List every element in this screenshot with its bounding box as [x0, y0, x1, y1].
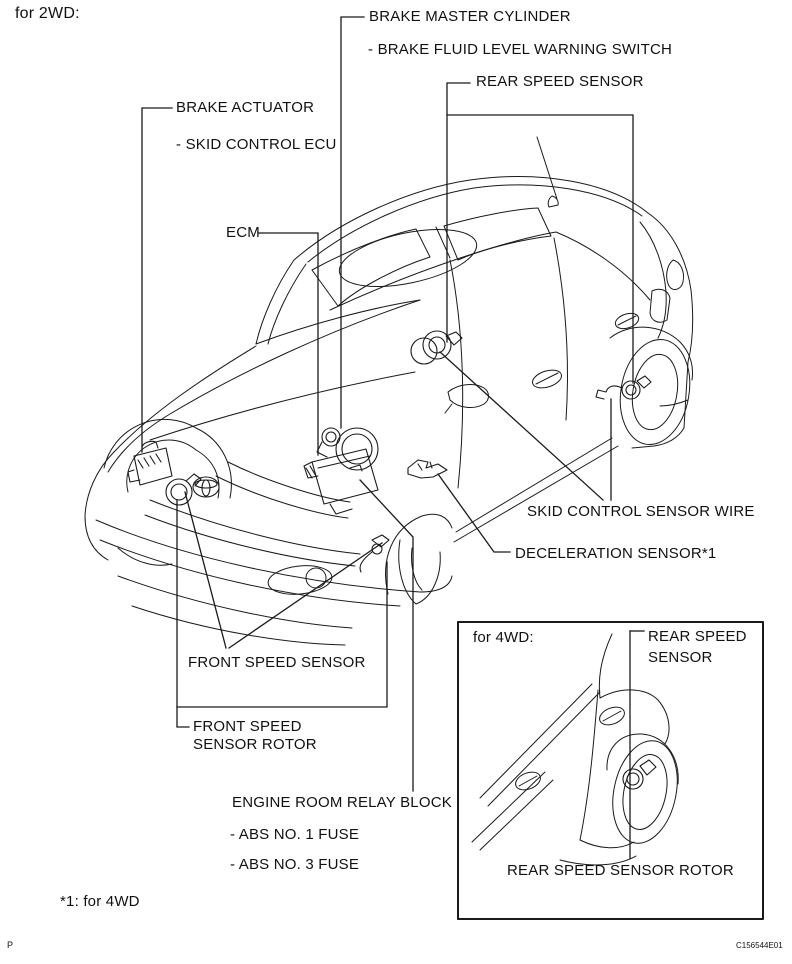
- inset-rear-speed-sensor-part: [623, 760, 656, 789]
- front-right-speed-sensor-part: [360, 535, 389, 572]
- brake-master-cylinder-part: [317, 428, 378, 470]
- skid-control-ecu-part: [304, 449, 378, 514]
- figure-code: C156544E01: [736, 941, 783, 950]
- inset-variant-label-4wd: for 4WD:: [473, 629, 534, 646]
- label-abs-no1-fuse: - ABS NO. 1 FUSE: [230, 826, 360, 843]
- label-ecm: ECM: [226, 224, 260, 241]
- label-front-speed-sensor-rotor-line2: SENSOR ROTOR: [193, 736, 317, 753]
- brake-actuator-part: [128, 441, 172, 485]
- deceleration-sensor-part: [408, 460, 447, 478]
- footnote-4wd: *1: for 4WD: [60, 893, 140, 910]
- label-front-speed-sensor: FRONT SPEED SENSOR: [188, 654, 366, 671]
- inset-label-rear-speed-sensor: [648, 626, 747, 668]
- inset-label-rear-speed-sensor-rotor: REAR SPEED SENSOR ROTOR: [507, 862, 734, 879]
- label-deceleration-sensor: DECELERATION SENSOR*1: [515, 545, 717, 562]
- toyota-emblem: [193, 477, 219, 497]
- label-brake-actuator: BRAKE ACTUATOR: [176, 99, 315, 116]
- page-letter: P: [7, 940, 14, 950]
- label-engine-room-relay-block: ENGINE ROOM RELAY BLOCK: [232, 794, 452, 811]
- rear-hub-sensor-part: [411, 331, 462, 364]
- label-skid-control-sensor-wire: SKID CONTROL SENSOR WIRE: [527, 503, 755, 520]
- label-rear-speed-sensor: REAR SPEED SENSOR: [476, 73, 644, 90]
- label-skid-control-ecu: - SKID CONTROL ECU: [176, 136, 337, 153]
- inset-label-rear-speed-sensor-line1: REAR SPEED: [648, 628, 747, 645]
- inset-label-rear-speed-sensor-line2: SENSOR: [648, 649, 713, 666]
- label-brake-master-cylinder: BRAKE MASTER CYLINDER: [369, 8, 571, 25]
- rear-speed-sensor-part: [596, 376, 651, 399]
- label-front-speed-sensor-rotor-line1: FRONT SPEED: [193, 718, 302, 735]
- inset-leader-lines: [630, 631, 644, 858]
- label-front-speed-sensor-rotor: [193, 718, 317, 754]
- label-abs-no3-fuse: - ABS NO. 3 FUSE: [230, 856, 360, 873]
- variant-label-2wd: for 2WD:: [15, 5, 80, 22]
- leader-lines: [142, 17, 633, 791]
- front-left-speed-sensor-part: [166, 474, 201, 505]
- label-brake-fluid-level-warning-switch: - BRAKE FLUID LEVEL WARNING SWITCH: [368, 41, 673, 58]
